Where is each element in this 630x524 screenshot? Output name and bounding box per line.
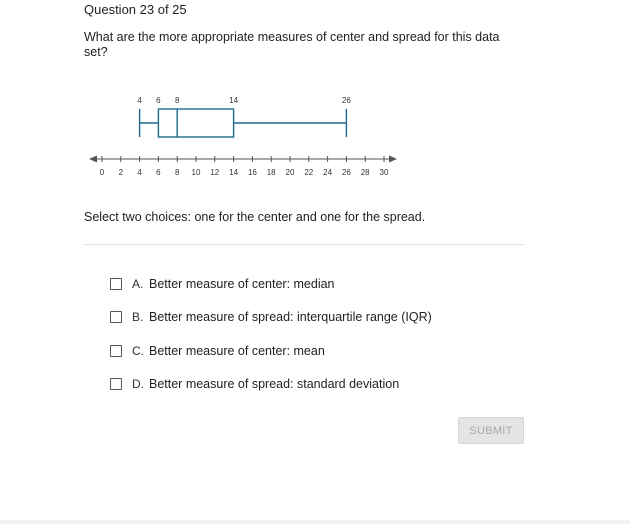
tick-label: 16 xyxy=(247,168,257,177)
choice-letter: C. xyxy=(132,343,144,358)
divider xyxy=(84,244,524,245)
tick-label: 28 xyxy=(360,168,370,177)
value-label: 4 xyxy=(137,96,142,105)
tick-label: 14 xyxy=(229,168,239,177)
choice-text: Better measure of spread: interquartile range (IQR) xyxy=(149,310,432,325)
choice-c[interactable] xyxy=(110,334,530,368)
tick-label: 2 xyxy=(118,168,124,177)
choice-letter: A. xyxy=(132,276,144,291)
choice-list xyxy=(110,267,530,401)
question-text: What are the more appropriate measures of center and spread for this data set? xyxy=(84,30,500,59)
footer-bar xyxy=(0,520,630,524)
tick-label: 22 xyxy=(304,168,314,177)
tick-label: 26 xyxy=(341,168,351,177)
tick-label: 6 xyxy=(156,168,161,177)
instruction-text: Select two choices: one for the center and one for the spread. xyxy=(84,210,426,224)
tick-label: 20 xyxy=(285,168,295,177)
checkbox-c[interactable] xyxy=(110,345,122,357)
choice-text: Better measure of center: median xyxy=(149,276,335,291)
tick-label: 12 xyxy=(210,168,220,177)
tick-label: 8 xyxy=(174,168,180,177)
question-number: Question 23 of 25 xyxy=(84,2,187,17)
right-arrow xyxy=(389,156,397,163)
choice-d[interactable] xyxy=(110,368,530,402)
tick-label: 24 xyxy=(323,168,333,177)
checkbox-a[interactable] xyxy=(110,278,122,290)
value-label: 26 xyxy=(341,96,351,105)
choice-text: Better measure of center: mean xyxy=(149,343,325,358)
value-label: 6 xyxy=(156,96,161,105)
tick-label: 0 xyxy=(99,168,105,177)
choice-text: Better measure of spread: standard deviation xyxy=(149,377,400,392)
value-label: 14 xyxy=(229,96,239,105)
left-arrow xyxy=(89,156,97,163)
checkbox-d[interactable] xyxy=(110,378,122,390)
tick-label: 18 xyxy=(266,168,276,177)
iqr-box xyxy=(158,109,233,137)
tick-label: 30 xyxy=(379,168,389,177)
value-label: 8 xyxy=(174,96,180,105)
tick-label: 4 xyxy=(137,168,142,177)
choice-letter: B. xyxy=(132,310,144,325)
submit-button[interactable]: SUBMIT xyxy=(458,417,524,444)
tick-label: 10 xyxy=(191,168,201,177)
box-plot xyxy=(0,0,630,200)
checkbox-b[interactable] xyxy=(110,311,122,323)
choice-a[interactable] xyxy=(110,267,530,301)
choice-b[interactable] xyxy=(110,301,530,335)
choice-letter: D. xyxy=(132,377,144,392)
